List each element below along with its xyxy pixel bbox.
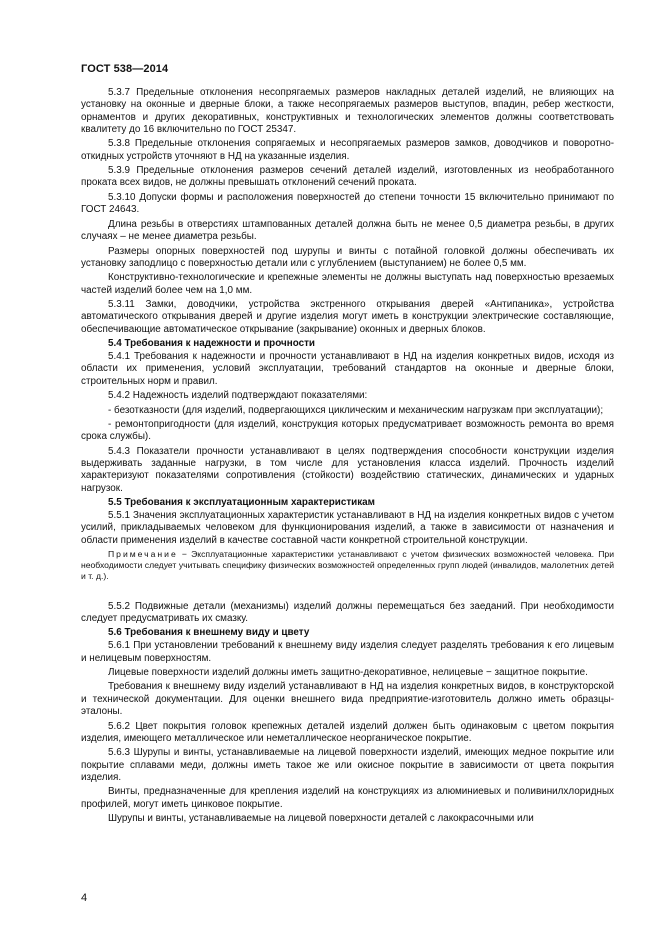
body-paragraph: 5.4.2 Надежность изделий подтверждают показателями:	[108, 390, 368, 402]
page-number: 4	[81, 892, 88, 904]
section-heading: 5.6 Требования к внешнему виду и цвету	[108, 627, 310, 639]
body-paragraph: - ремонтопригодности (для изделий, конструкция которых предусматривает возможность ремонта во время срока службы).	[81, 418, 614, 443]
body-paragraph: Винты, предназначенные для крепления изделий на конструкциях из алюминиевых и поливинилхлоридных профилей, могут иметь цинковое покрытие.	[81, 786, 614, 810]
document-body	[81, 87, 614, 828]
body-paragraph: Шурупы и винты, устанавливаемые на лицевой поверхности деталей с лакокрасочными или	[108, 813, 534, 825]
body-paragraph: 5.3.9 Предельные отклонения размеров сечений деталей изделий, изготовленных из необработанного проката всех видов, не должны превышать отклонений сечений проката.	[81, 165, 614, 189]
document-header: ГОСТ 538—2014	[81, 63, 169, 75]
body-paragraph: Требования к внешнему виду изделий устанавливают в НД на изделия конкретных видов, в конструкторской и технической документации. Для оценки внешнего вида предприятие-изготовитель должно иметь образцы-эталоны.	[81, 681, 614, 718]
section-heading: 5.5 Требования к эксплуатационным характеристикам	[108, 497, 375, 509]
body-paragraph: Размеры опорных поверхностей под шурупы и винты с потайной головкой должны обеспечивать их установку заподлицо с поверхностью детали или с углублением (выступанием) не более 0,5 мм.	[81, 245, 614, 269]
body-paragraph: 5.5.2 Подвижные детали (механизмы) изделий должны перемещаться без заеданий. При необходимости следует предусматривать их смазку.	[81, 600, 614, 624]
body-paragraph: 5.3.7 Предельные отклонения несопрягаемых размеров накладных деталей изделий, не влияющих на установку на оконные и дверные блоки, а также несопрягаемых размеров выступов, впадин, ребер жесткости, орнаментов и других декоративных, конструктивных и технологических элементов должны соответствовать квалитету до 16 включительно по ГОСТ 25347.	[81, 87, 614, 135]
body-paragraph: 5.6.2 Цвет покрытия головок крепежных деталей изделий должен быть одинаковым с цветом покрытия изделия, имеющего металлическое или неметаллическое неорганическое покрытие.	[81, 720, 614, 744]
body-paragraph: 5.3.11 Замки, доводчики, устройства экстренного открывания дверей «Антипаника», устройства автоматического открывания дверей и другие изделия могут иметь в конструкции электрические составляющие, обеспечивающие автоматическое открывание (закрывание) оконных и дверных блоков.	[81, 299, 614, 335]
body-paragraph: Лицевые поверхности изделий должны иметь защитно-декоративное, нелицевые − защитное покрытие.	[108, 666, 588, 678]
body-paragraph: - безотказности (для изделий, подвергающихся циклическим и механическим нагрузкам при эксплуатации);	[108, 404, 604, 416]
note-paragraph	[81, 549, 614, 583]
body-paragraph: 5.4.3 Показатели прочности устанавливают в целях подтверждения способности конструкции изделия выдерживать заданные нагрузки, в том числе для установления класса изделий. Прочность изделий характеризуют показателями сопротивления (стойкости) воздействию статических, динамических и ударных нагрузок.	[81, 445, 614, 494]
section-heading: 5.4 Требования к надежности и прочности	[108, 338, 316, 350]
body-paragraph: 5.5.1 Значения эксплуатационных характеристик устанавливают в НД на изделия конкретных видов с учетом усилий, прикладываемых человеком для функционирования изделий, а также в зависимости от назначения и области применения изделий в качестве составной части конкретной строительной конструкции.	[81, 509, 614, 546]
body-paragraph: Конструктивно-технологические и крепежные элементы не должны выступать над поверхностью врезаемых частей изделий более чем на 1,0 мм.	[81, 272, 614, 296]
note-label: Примечание	[108, 549, 178, 560]
note-text: − Эксплуатационные характеристики устанавливают с учетом физических возможностей человека. При необходимости следует учитывать специфику физических возможностей определенных групп людей (инвалидов, малолетних детей и т. д.).	[81, 549, 614, 582]
body-paragraph: 5.4.1 Требования к надежности и прочности устанавливают в НД на изделия конкретных видов, исходя из области их применения, условий эксплуатации, требований стандартов на оконные и дверные блоки, строительных норм и правил.	[81, 350, 614, 387]
body-paragraph: 5.6.1 При установлении требований к внешнему виду изделия следует разделять требования к его лицевым и нелицевым поверхностям.	[81, 640, 614, 664]
body-paragraph: 5.3.8 Предельные отклонения сопрягаемых и несопрягаемых размеров замков, доводчиков и поворотно-откидных устройств уточняют в НД на указанные изделия.	[81, 138, 614, 162]
body-paragraph: 5.3.10 Допуски формы и расположения поверхностей до степени точности 15 включительно принимают по ГОСТ 24643.	[81, 191, 614, 216]
body-paragraph: 5.6.3 Шурупы и винты, устанавливаемые на лицевой поверхности изделий, имеющих медное покрытие или покрытие сплавами меди, должны иметь такое же или окисное покрытие в зависимости от цвета покрытия изделия.	[81, 747, 614, 783]
body-paragraph: Длина резьбы в отверстиях штампованных деталей должна быть не менее 0,5 диаметра резьбы, в других случаях – не менее диаметра резьбы.	[81, 218, 614, 243]
